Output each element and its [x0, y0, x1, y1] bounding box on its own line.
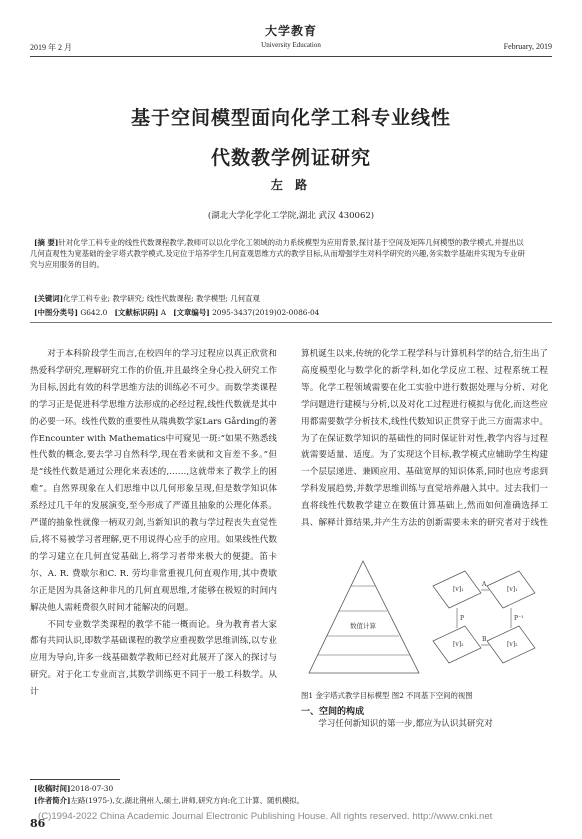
- header-rule: [30, 56, 552, 57]
- figure-1-pyramid: [301, 541, 541, 689]
- body-left-column: [30, 346, 277, 766]
- issue-date-en: February, 2019: [503, 42, 552, 51]
- issue-date-cn: 2019 年 2 月: [30, 43, 72, 52]
- keywords-text: 化学工科专业; 教学研究; 线性代数课程; 教学模型; 几何直观: [63, 294, 260, 303]
- article-no-value: 2095-3437(2019)02-0086-04: [212, 308, 320, 317]
- fig2-label: [v]₂: [507, 641, 518, 648]
- author-bio-label: [作者简介]: [34, 796, 71, 805]
- abstract-label: [摘 要]: [34, 238, 59, 247]
- author-affiliation: (湖北大学化学化工学院,湖北 武汉 430062): [207, 211, 375, 221]
- author-name: 左 路: [270, 178, 312, 192]
- fig2-label: [v]₁: [453, 586, 464, 593]
- abstract: [30, 237, 530, 271]
- footnote-received: [34, 783, 113, 794]
- journal-logo: 大学教育: [264, 24, 317, 38]
- pyramid-outline: [309, 561, 419, 673]
- figures: [301, 541, 541, 689]
- classification: [34, 307, 534, 318]
- figure-2-basis-diagram: [433, 571, 535, 663]
- figure-caption: 图1 金字塔式教学目标模型 图2 不同基下空间的视图: [301, 691, 473, 700]
- author-bio-value: 左路(1975-),女,湖北荆州人,硕士,讲师,研究方向:化工计算、随机模拟。: [70, 796, 305, 805]
- keywords-label: [关键词]: [34, 294, 64, 303]
- meta-rule: [30, 322, 552, 323]
- clc-label: [中图分类号]: [34, 308, 78, 317]
- journal-subtitle: University Education: [261, 41, 321, 49]
- copyright-watermark: (C)1994-2022 China Academic Journal Electronic Publishing House. All rights reserved. http://www.cnki.net: [38, 811, 493, 822]
- doc-code-value: A: [160, 308, 167, 317]
- footnote-author: [34, 795, 304, 806]
- article-title-line1: 基于空间模型面向化学工科专业线性: [130, 107, 451, 129]
- fig2-label: [v]₂: [453, 641, 464, 648]
- pyramid-label: 数值计算: [350, 622, 376, 630]
- body-paragraph: 算机诞生以来,传统的化学工程学科与计算机科学的结合,衍生出了高度模型化与数学化的新学科,如化学反应工程、过程系统工程等。化学工程领域需要在化工实验中进行数据处理与分析、对化学问题进行建模与分析,以及对化工过程进行模拟与优化,而这些应用都需要数学分析技术,线性代数知识正贯穿于此三方面需求中。为了在保证数学知识的基础性的同时保证针对性,教学内容与过程就需要适量、适度。为了实现这个目标,教学模式应辅助学生构建一个层层递进、兼顾应用、基础宽厚的知识体系,同时也应考虑到学科发展趋势,并数学思维训练与直觉培养融入其中。过去我们一直将线性代数教学建立在数值计算基础上,然而如何准确选择工具、解释计算结果,并产生方法的创新需要未来的研究者对于线性: [301, 349, 548, 529]
- fig2-label: A: [482, 581, 487, 588]
- body-paragraph: 对于本科阶段学生而言,在校四年的学习过程应以真正欣赏和热爱科学研究,理解研究工作的价值,并且最终全身心投入研究工作为目标,因此有效的科学思维方法的训练必不可少。而数学类课程的学习正是促进科学思维方法形成的必经过程,线性代数就是其中的必要一环。线性代数的重要性从瑞典数学家Lars Gårding的著作Encounter with Mathematics中可窥见一斑:“如果不熟悉线性代数的概念,要去学习自然科学,现在看来就和文盲差不多。”但是“线性代数是通过公理化来表述的,……,这就带来了教学上的困难”。自然界现象在人们思维中以几何形象呈现,但是数学知识体系经过几千年的发展演变,至今形成了严谨且抽象的公理化体系。严谨的抽象性就像一柄双刃剑,当新知识的教与学过程丧失直觉性后,将不易被学习者理解,更不用说得心应手的应用。如果线性代数的学习建立在几何直觉基础上,将学习者带来极大的便捷。笛卡尔、A. R. 费歇尔和C. R. 劳均非常重视几何直观作用,其中费歇尔正是因为具备这种非凡的几何直观思维,才能够在极短的时间内解决他人需耗费很久时间才能解决的问题。: [30, 349, 277, 613]
- fig2-label: [v]₁: [507, 586, 518, 593]
- fig2-label: P: [460, 615, 465, 622]
- received-value: 2018-07-30: [70, 784, 114, 793]
- footnote-rule: [30, 779, 120, 780]
- received-label: [收稿时间]: [34, 784, 71, 793]
- article-no-label: [文章编号]: [173, 308, 210, 317]
- abstract-text: 针对化学工科专业的线性代数课程教学,教师可以以化学化工领域的动力系统模型为应用背景,探讨基于空间及矩阵几何模型的教学模式,并提出以几何直观性为宽基础的金字塔式教学模式,及定位于培养学生几何直观思维方式的教学目标,从而增强学生对科学研究的兴趣,务实数学基础并实现为专业研究与应用服务的目的。: [30, 238, 525, 270]
- page-number: 86: [30, 817, 46, 830]
- section-heading: 一、空间的构成: [301, 707, 365, 717]
- fig2-label: P⁻¹: [514, 615, 524, 622]
- section-body: 学习任何新知识的第一步,都应为认识其研究对: [318, 719, 493, 729]
- keywords: [34, 293, 534, 304]
- body-right-column: [301, 346, 548, 532]
- article-title-line2: 代数教学例证研究: [210, 147, 371, 169]
- fig2-label: B: [482, 636, 487, 643]
- doc-code-label: [文献标识码]: [114, 308, 159, 317]
- clc-value: G642.0: [80, 308, 108, 317]
- body-paragraph: 不同专业数学类课程的教学不能一概而论。身为教育者大家都有共同认识,即数学基础课程的教学应重视数学思维训练,以专业应用为导向,许多一线基础数学教师已经对此展开了深入的探讨与研究。对于化工专业而言,其数学训练更不同于一般工科数学。从计: [30, 619, 277, 698]
